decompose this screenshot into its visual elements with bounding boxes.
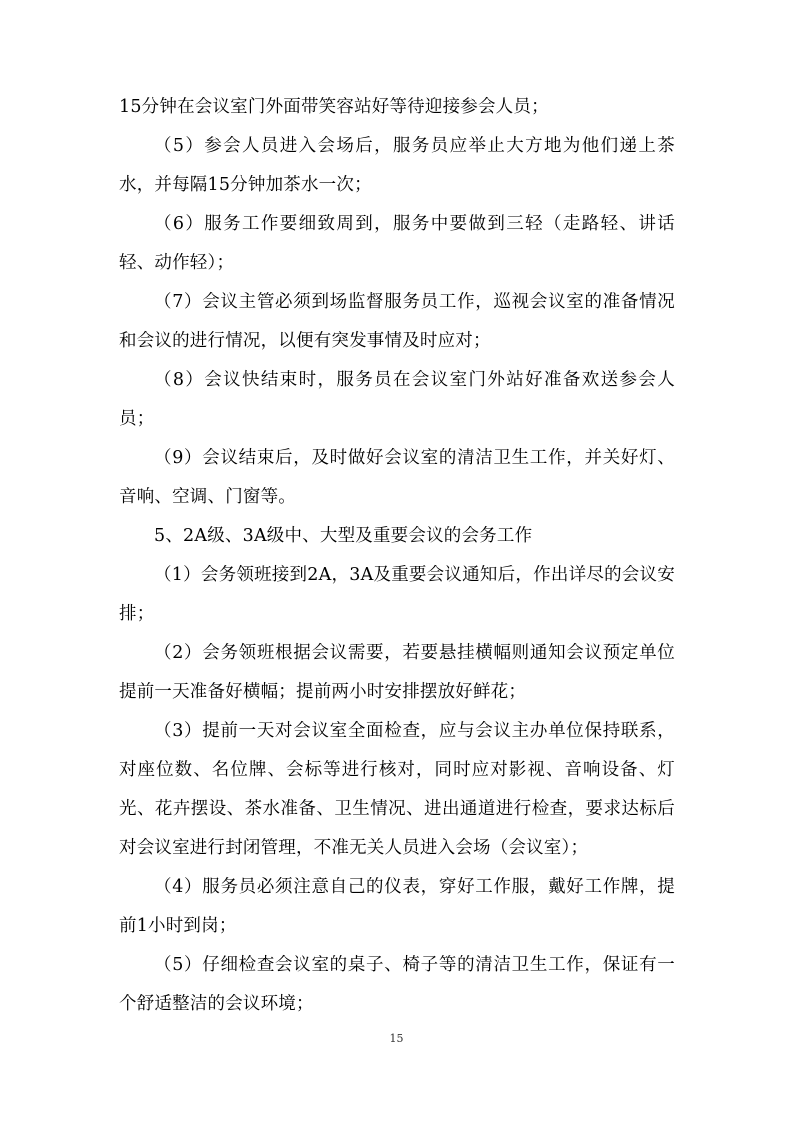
page-number: 15	[389, 1032, 404, 1045]
paragraph-section5-item-4: （4）服务员必须注意自己的仪表，穿好工作服，戴好工作牌，提前1小时到岗；	[119, 877, 675, 936]
body-text	[119, 88, 675, 1024]
section-heading-5: 5、2A级、3A级中、大型及重要会议的会务工作	[154, 526, 533, 546]
paragraph-section5-item-3: （3）提前一天对会议室全面检查，应与会议主办单位保持联系，对座位数、名位牌、会标等进行核对，同时应对影视、音响设备、灯光、花卉摆设、茶水准备、卫生情况、进出通道进行检查，要求达标后对会议室进行封闭管理，不准无关人员进入会场（会议室）；	[119, 721, 675, 858]
paragraph-item-9-cleanup: （9）会议结束后，及时做好会议室的清洁卫生工作，并关好灯、音响、空调、门窗等。	[119, 448, 675, 507]
paragraph-section5-item-5: （5）仔细检查会议室的桌子、椅子等的清洁卫生工作，保证有一个舒适整洁的会议环境；	[119, 955, 675, 1014]
paragraph-section5-item-2: （2）会务领班根据会议需要，若要悬挂横幅则通知会议预定单位提前一天准备好横幅；提前两小时安排摆放好鲜花；	[119, 643, 675, 702]
paragraph-section5-item-1: （1）会务领班接到2A，3A及重要会议通知后，作出详尽的会议安排；	[119, 565, 675, 624]
paragraph-item-5-tea-service: （5）参会人员进入会场后，服务员应举止大方地为他们递上茶水，并每隔15分钟加茶水一次；	[119, 136, 675, 195]
paragraph-item-7-supervisor: （7）会议主管必须到场监督服务员工作，巡视会议室的准备情况和会议的进行情况，以便有突发事情及时应对；	[119, 292, 675, 351]
paragraph-continuation: 15分钟在会议室门外面带笑容站好等待迎接参会人员；	[119, 97, 549, 117]
paragraph-item-6-three-light: （6）服务工作要细致周到，服务中要做到三轻（走路轻、讲话轻、动作轻）；	[119, 214, 675, 273]
paragraph-item-8-farewell: （8）会议快结束时，服务员在会议室门外站好准备欢送参会人员；	[119, 370, 675, 429]
